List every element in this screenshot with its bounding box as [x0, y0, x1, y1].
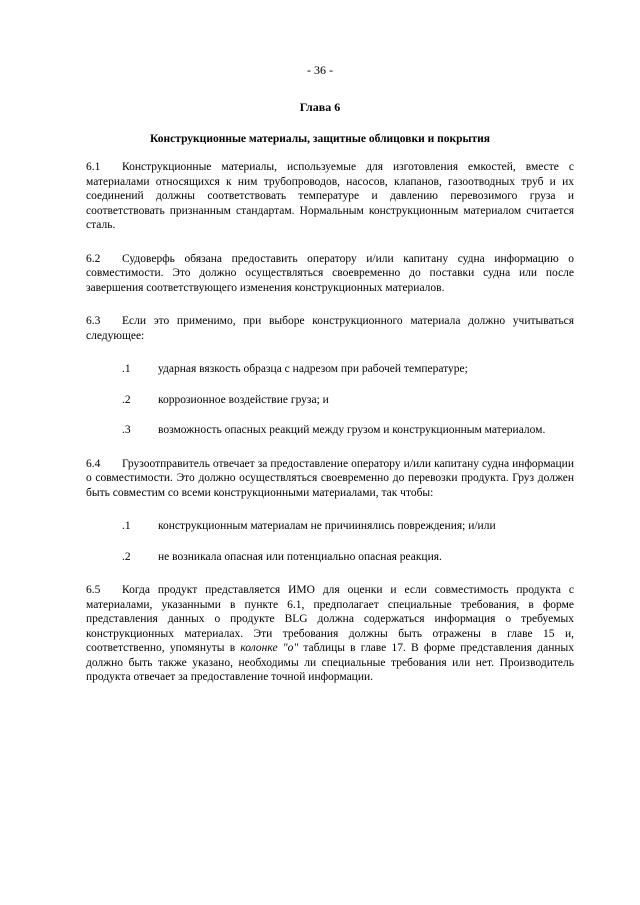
chapter-title: Глава 6: [299, 100, 341, 114]
paragraph-text: Если это применимо, при выборе конструкционного материала должно учитываться следующее:: [86, 315, 574, 342]
italic-reference: колонке "о": [240, 642, 299, 654]
list-6-3: [86, 362, 574, 438]
paragraph-text: таблицы в главе 17. В форме представления данных должно быть также указано, необходимы ли специальные требования или нет. Производитель продукта отвечает за предоставление точной информации.: [86, 642, 575, 683]
list-item: [86, 362, 574, 377]
paragraph-6-4: [86, 457, 574, 501]
list-6-4: [86, 519, 574, 564]
paragraph-6-1: [86, 160, 574, 233]
list-item-number: .1: [122, 363, 131, 375]
paragraph-number: 6.2: [86, 252, 101, 265]
document-body: [86, 160, 574, 704]
paragraph-6-3: [86, 314, 574, 343]
list-item-text: ударная вязкость образца с надрезом при рабочей температуре;: [158, 363, 468, 375]
list-item-number: .2: [122, 393, 131, 406]
list-item: [86, 423, 574, 438]
list-item-text: не возникала опасная или потенциально опасная реакция.: [158, 550, 442, 563]
page-number: - 36 -: [307, 63, 333, 77]
paragraph-number: 6.5: [86, 584, 101, 596]
list-item-number: .2: [122, 550, 131, 563]
list-item-text: конструкционным материалам не причиинялись повреждения; и/или: [158, 520, 496, 532]
paragraph-text: Когда продукт представляется ИМО для оценки и если совместимость продукта с материалами, указанными в пункте 6.1, предполагает специальные требования, в форме представления данных о продукте BLG должна содержаться информация о требуемых конструкционных материалах. Эти требования должны быть отражены в главе 15 и, соответственно, упомянуты в: [86, 584, 574, 654]
chapter-subtitle: Конструкционные материалы, защитные облицовки и покрытия: [150, 133, 490, 145]
paragraph-text: Судоверфь обязана предоставить оператору и/или капитану судна информацию о совместимости. Это должно осуществляться своевременно до поставки судна или после завершения соответствующего изменения конструкционных материалов.: [86, 252, 574, 294]
paragraph-number: 6.1: [86, 161, 101, 173]
paragraph-text: Грузоотправитель отвечает за предоставление оператору и/или капитану судна информации о совместимости. Это должно осуществляться своевременно до перевозки продукта. Груз должен быть совместим со всеми конструкционными материалами, так чтобы:: [86, 457, 574, 499]
list-item: [86, 550, 574, 565]
paragraph-6-2: [86, 252, 574, 296]
paragraph-number: 6.4: [86, 457, 101, 470]
list-item: [86, 519, 574, 534]
list-item-number: .3: [122, 424, 131, 436]
list-item-text: возможность опасных реакций между грузом и конструкционным материалом.: [158, 424, 546, 436]
list-item-text: коррозионное воздействие груза; и: [158, 393, 329, 406]
list-item-number: .1: [122, 520, 131, 532]
list-item: [86, 393, 574, 408]
paragraph-text: Конструкционные материалы, используемые для изготовления емкостей, вместе с материалами относящихся к ним трубопроводов, насосов, клапанов, газоотводных труб и их соединений должны соответствовать температуре и давлению перевозимого груза и соответствовать признанным стандартам. Нормальным конструкционным материалом считается сталь.: [86, 161, 574, 231]
paragraph-6-5: [86, 583, 574, 685]
paragraph-number: 6.3: [86, 315, 101, 327]
